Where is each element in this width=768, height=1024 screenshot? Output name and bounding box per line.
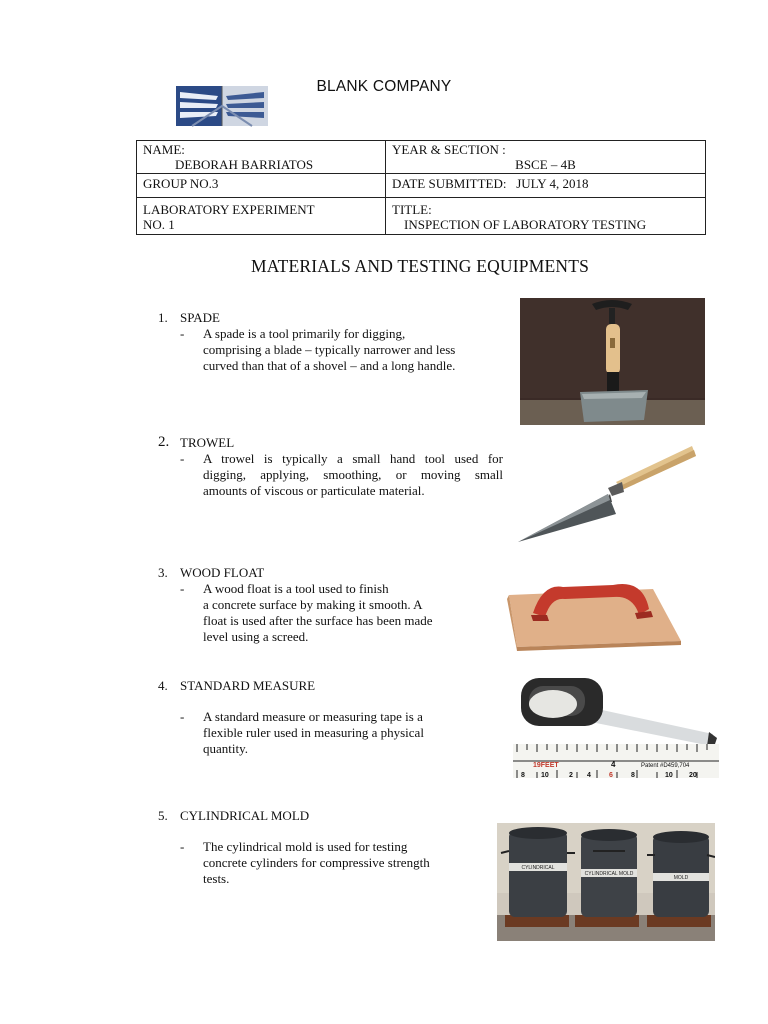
item-number: 3. (158, 565, 168, 580)
ruler-text: 19FEET (533, 762, 559, 769)
cylindrical-mold-photo (497, 823, 715, 941)
item-desc-line: A wood float is a tool used to finish (203, 581, 389, 596)
company-name: BLANK COMPANY (316, 78, 452, 95)
lab-experiment-cell (137, 198, 386, 235)
item-title: TROWEL (180, 435, 235, 450)
item-title: WOOD FLOAT (180, 565, 265, 580)
item-title: SPADE (180, 310, 220, 325)
ruler-number: 8 (631, 772, 635, 778)
item-desc-line: a concrete surface by making it smooth. A (203, 597, 423, 612)
ruler-text: 4 (611, 760, 616, 769)
list-item (158, 678, 478, 763)
name-label: NAME: (143, 142, 185, 157)
table-row (137, 198, 706, 235)
year-section-value: BSCE – 4B (515, 157, 576, 172)
item-desc-line: quantity. (203, 741, 249, 756)
ruler-number: 4 (587, 772, 591, 778)
ruler-number: 6 (609, 772, 613, 778)
trowel-photo (516, 438, 698, 546)
wood-float-photo (503, 575, 683, 651)
item-desc-line: digging, applying, smoothing, or moving small (203, 467, 503, 482)
ruler-number: 2 (569, 772, 573, 778)
item-desc-line: amounts of viscous or particulate material. (203, 483, 425, 498)
item-dash: - (180, 581, 185, 596)
item-number: 2. (158, 434, 170, 450)
item-title: STANDARD MEASURE (180, 678, 316, 693)
title-value: INSPECTION OF LABORATORY TESTING (404, 217, 647, 232)
year-section-label: YEAR & SECTION : (392, 142, 506, 157)
ruler-text: Patent #D459,704 (641, 763, 690, 769)
lab-experiment-line2: NO. 1 (143, 217, 175, 232)
item-dash: - (180, 709, 185, 724)
section-heading: MATERIALS AND TESTING EQUIPMENTS (250, 256, 590, 276)
item-desc-line: curved than that of a shovel – and a long handle. (203, 358, 456, 373)
name-value: DEBORAH BARRIATOS (175, 157, 314, 172)
item-desc-line: The cylindrical mold is used for testing (203, 839, 408, 854)
ruler-number: 10 (541, 772, 549, 778)
title-cell (386, 198, 706, 235)
list-item (158, 565, 488, 650)
item-title: CYLINDRICAL MOLD (180, 808, 310, 823)
item-dash: - (180, 326, 185, 341)
item-desc-line: level using a screed. (203, 629, 309, 644)
info-table (136, 140, 706, 235)
item-desc-line: A spade is a tool primarily for digging, (203, 326, 406, 341)
item-dash: - (180, 451, 185, 466)
list-item (158, 808, 478, 893)
title-label: TITLE: (392, 202, 432, 217)
item-number: 1. (158, 310, 168, 325)
name-cell (137, 141, 386, 174)
year-section-cell (386, 141, 706, 174)
table-row (137, 141, 706, 174)
ruler-number: 20 (689, 772, 697, 778)
item-dash: - (180, 839, 185, 854)
ruler-number: 8 (521, 772, 525, 778)
item-number: 4. (158, 678, 168, 693)
item-number: 5. (158, 808, 168, 823)
date-cell (386, 174, 706, 198)
item-desc-line: A trowel is typically a small hand tool used for (203, 451, 503, 466)
mold-label: CYLINDRICAL (521, 865, 555, 871)
item-desc-line: concrete cylinders for compressive strength (203, 855, 430, 870)
date-value: JULY 4, 2018 (516, 176, 589, 191)
measuring-tape-photo (513, 672, 719, 778)
list-item (158, 434, 503, 504)
item-desc-line: tests. (203, 871, 230, 886)
table-row (137, 174, 706, 198)
spade-photo (520, 298, 705, 425)
item-desc-line: flexible ruler used in measuring a physical (203, 725, 424, 740)
group-cell: GROUP NO.3 (137, 174, 386, 198)
mold-label: MOLD (673, 875, 689, 881)
item-desc-line: float is used after the surface has been made (203, 613, 433, 628)
list-item (158, 310, 508, 390)
ruler-number: 10 (665, 772, 673, 778)
lab-experiment-line1: LABORATORY EXPERIMENT (143, 202, 315, 217)
item-desc-line: A standard measure or measuring tape is a (203, 709, 423, 724)
mold-label: CYLINDRICAL MOLD (584, 871, 634, 877)
item-desc-line: comprising a blade – typically narrower and less (203, 342, 456, 357)
date-label: DATE SUBMITTED: (392, 176, 507, 191)
